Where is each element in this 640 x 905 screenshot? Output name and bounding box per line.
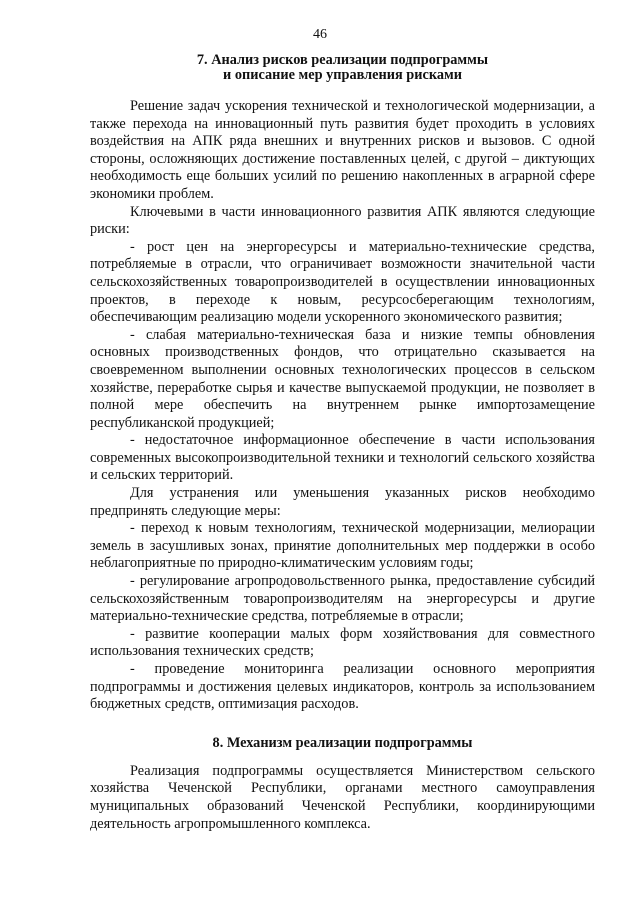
paragraph: Реализация подпрограммы осуществляется Министерством сельского хозяйства Чеченской Республики, органами местного самоуправления муниципальных образований Чеченской Республики, координирующими деятельность агропромышленного комплекса.	[90, 762, 595, 832]
risk-list-item: - рост цен на энергоресурсы и материально-технические средства, потребляемые в отрасли, что ограничивает возможности значительной части сельскохозяйственных товаропроизводителей в осуществлении инновационных проектов, в переходе к новым, ресурсосберегающим технологиям, обеспечивающим реализацию модели ускоренного экономического развития;	[90, 238, 595, 326]
paragraph: Ключевыми в части инновационного развития АПК являются следующие риски:	[90, 203, 595, 238]
measure-list-item: - проведение мониторинга реализации основного мероприятия подпрограммы и достижения целевых индикаторов, контроль за использованием бюджетных средств, оптимизация расходов.	[90, 661, 595, 713]
risk-list-item: - недостаточное информационное обеспечение в части использования современных высокопроизводительной техники и технологий сельского хозяйства и сельских территорий.	[90, 432, 595, 484]
page-number: 46	[313, 27, 327, 42]
paragraph: Для устранения или уменьшения указанных рисков необходимо предпринять следующие меры:	[90, 485, 595, 519]
measure-list-item: - переход к новым технологиям, технической модернизации, мелиорации земель в засушливых зонах, принятие дополнительных мер поддержки в особо неблагоприятные по природно-климатическим условиям годы;	[90, 520, 595, 572]
section-7-heading	[90, 53, 595, 83]
page-content	[90, 53, 595, 833]
paragraph: Решение задач ускорения технической и технологической модернизации, а также перехода на инновационный путь развития будет проходить в условиях воздействия на АПК ряда внешних и внутренних рисков и вызовов. С одной стороны, осложняющих достижение поставленных целей, с другой – диктующих необходимость еще больших усилий по решению накопленных в аграрной сфере экономики проблем.	[90, 98, 595, 202]
section-7-title-line-1: 7. Анализ рисков реализации подпрограммы	[196, 52, 489, 68]
section-8-heading: 8. Механизм реализации подпрограммы	[212, 734, 473, 751]
section-7-title-line-2: и описание мер управления рисками	[223, 67, 462, 83]
risk-list-item: - слабая материально-техническая база и низкие темпы обновления основных производственных фондов, что отрицательно сказывается на своевременном выполнении основных технологических процессов в сельском хозяйстве, переработке сырья и качестве выпускаемой продукции, не позволяет в полной мере обеспечить на внутреннем рынке импортозамещение республиканской продукцией;	[90, 326, 595, 431]
measure-list-item: - развитие кооперации малых форм хозяйствования для совместного использования технических средств;	[90, 625, 595, 660]
measure-list-item: - регулирование агропродовольственного рынка, предоставление субсидий сельскохозяйственным товаропроизводителям на энергоресурсы и другие материально-технические средства, потребляемые в отрасли;	[90, 573, 595, 625]
